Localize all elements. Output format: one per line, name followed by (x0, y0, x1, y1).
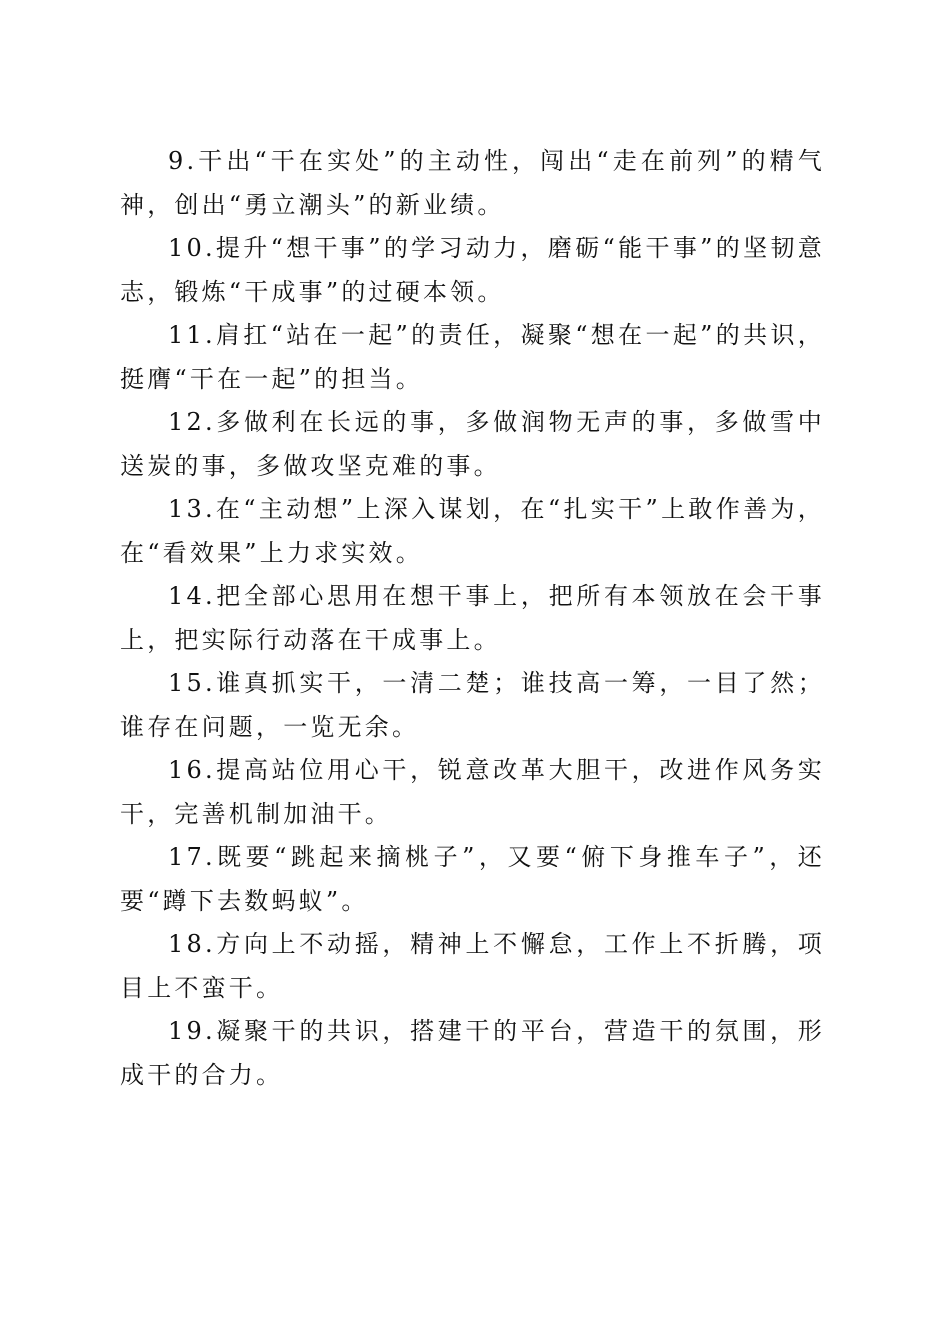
paragraph-11: 11.肩扛“站在一起”的责任，凝聚“想在一起”的共识，挺膺“干在一起”的担当。 (120, 321, 825, 393)
paragraph-16: 16.提高站位用心干，锐意改革大胆干，改进作风务实干，完善机制加油干。 (120, 756, 825, 828)
paragraph-17: 17.既要“跳起来摘桃子”，又要“俯下身推车子”，还要“蹲下去数蚂蚁”。 (120, 843, 825, 915)
paragraph-19: 19.凝聚干的共识，搭建干的平台，营造干的氛围，形成干的合力。 (120, 1017, 825, 1089)
paragraph-18: 18.方向上不动摇，精神上不懈怠，工作上不折腾，项目上不蛮干。 (120, 930, 825, 1002)
paragraph-12: 12.多做利在长远的事，多做润物无声的事，多做雪中送炭的事，多做攻坚克难的事。 (120, 408, 825, 480)
paragraph-9: 9.干出“干在实处”的主动性，闯出“走在前列”的精气神，创出“勇立潮头”的新业绩。 (120, 147, 825, 219)
paragraph-13: 13.在“主动想”上深入谋划，在“扎实干”上敢作善为，在“看效果”上力求实效。 (120, 495, 825, 567)
paragraph-10: 10.提升“想干事”的学习动力，磨砺“能干事”的坚韧意志，锻炼“干成事”的过硬本领。 (120, 234, 825, 306)
paragraph-15: 15.谁真抓实干，一清二楚；谁技高一筹，一目了然；谁存在问题，一览无余。 (120, 669, 825, 741)
document-body (120, 140, 825, 1097)
paragraph-14: 14.把全部心思用在想干事上，把所有本领放在会干事上，把实际行动落在干成事上。 (120, 582, 825, 654)
